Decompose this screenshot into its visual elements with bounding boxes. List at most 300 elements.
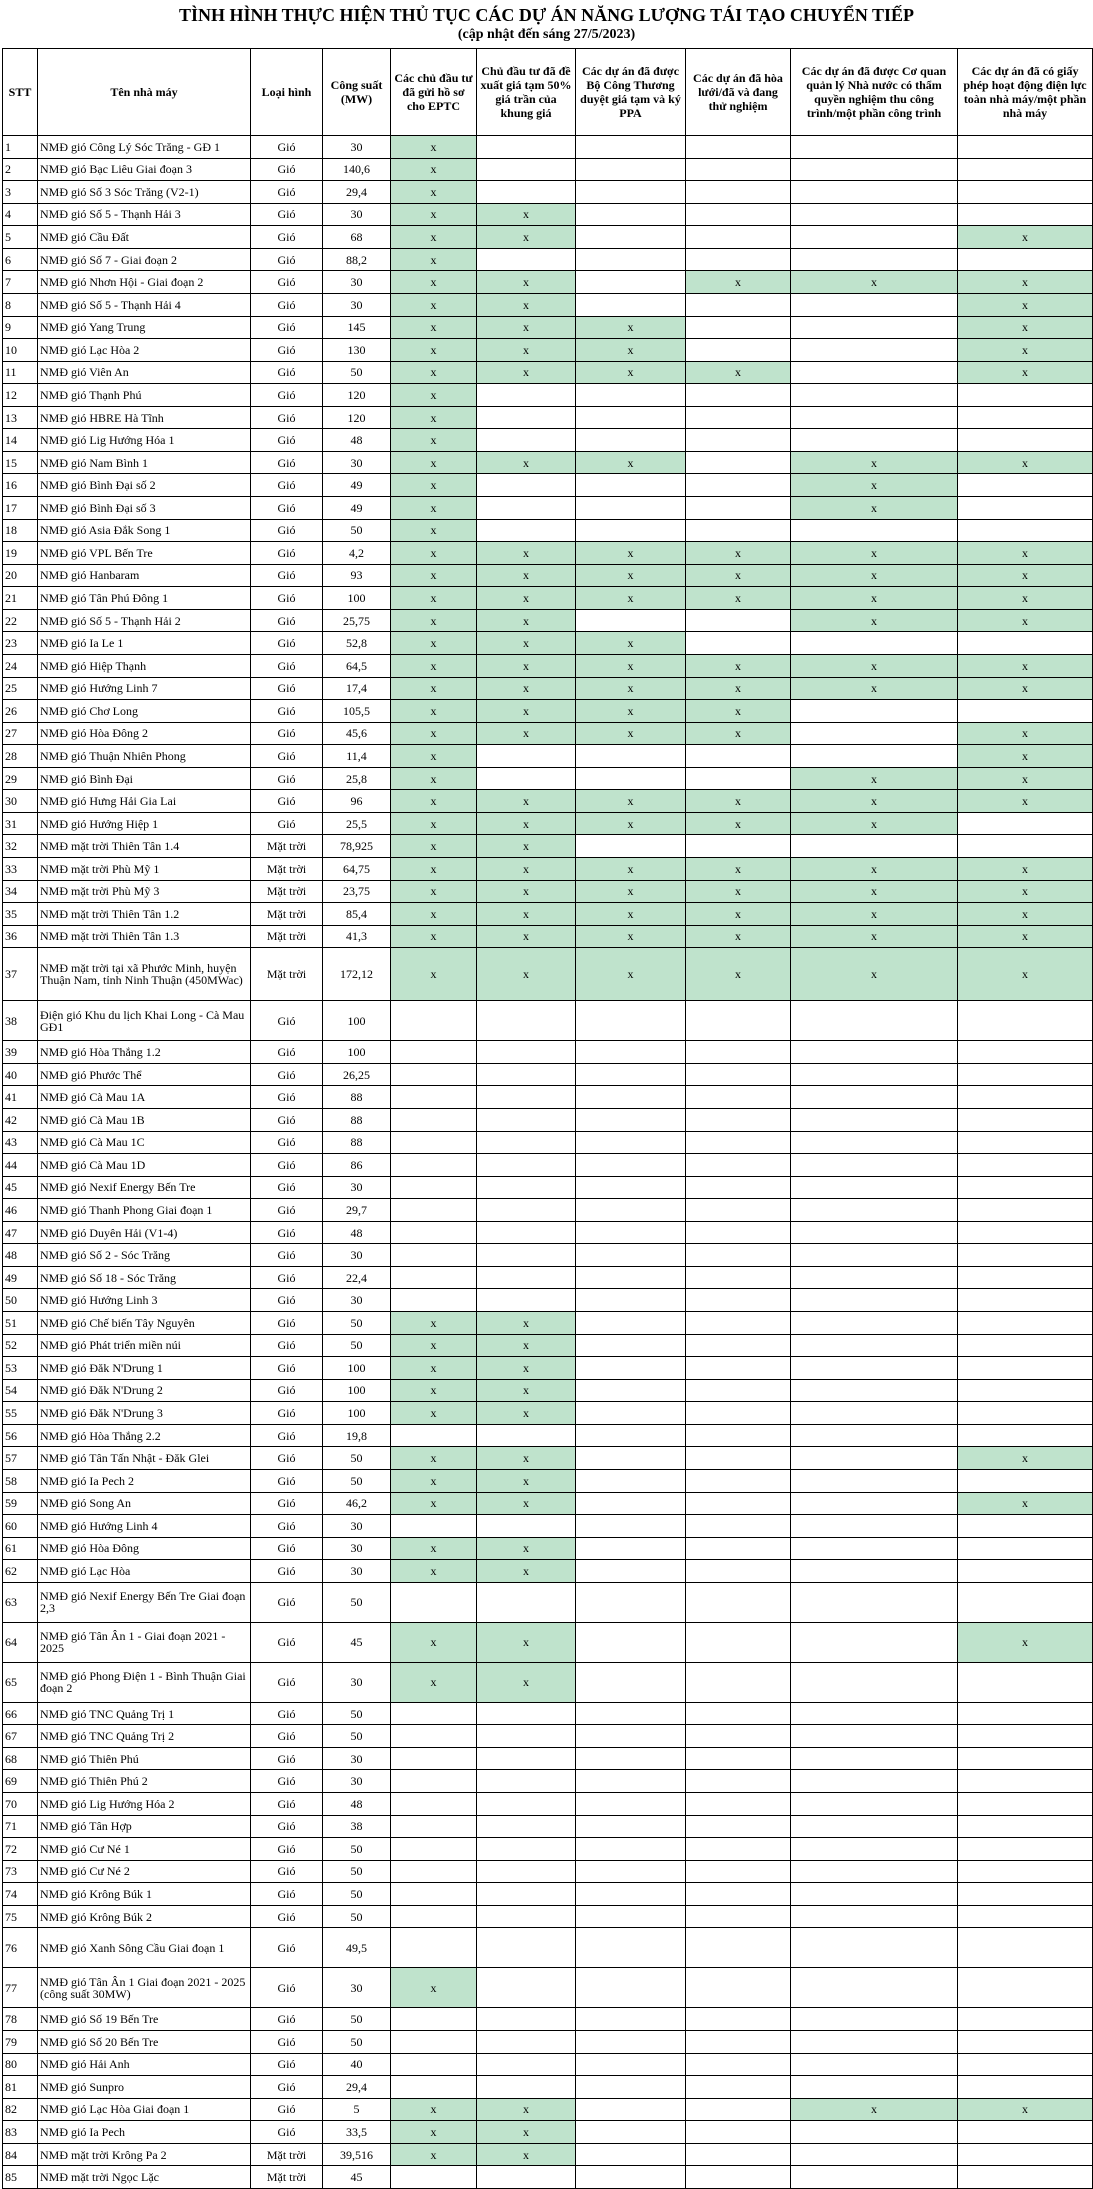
- cell-plant-name: NMĐ gió Tân Phú Đông 1: [38, 587, 251, 610]
- table-row: [3, 1928, 1093, 1968]
- cell-grid-connected: [686, 339, 791, 362]
- cell-capacity: 30: [323, 1770, 391, 1793]
- cell-plant-name: NMĐ gió Đăk N'Drung 3: [38, 1402, 251, 1425]
- cell-approved-ppa: x: [576, 564, 686, 587]
- cell-sent-dossier: x: [391, 564, 477, 587]
- cell-stt: 15: [3, 451, 38, 474]
- cell-plant-name: NMĐ gió Hiệp Thạnh: [38, 654, 251, 677]
- cell-sent-dossier: [391, 2030, 477, 2053]
- cell-stt: 48: [3, 1244, 38, 1267]
- cell-type: Gió: [251, 519, 323, 542]
- cell-type: Mặt trời: [251, 858, 323, 881]
- cell-stt: 10: [3, 339, 38, 362]
- cell-type: Gió: [251, 722, 323, 745]
- cell-stt: 14: [3, 429, 38, 452]
- cell-proposed-price: x: [477, 632, 576, 655]
- cell-plant-name: NMĐ gió Phong Điện 1 - Bình Thuận Giai đoạn 2: [38, 1662, 251, 1702]
- cell-plant-name: NMĐ gió Phát triển miền núi: [38, 1334, 251, 1357]
- cell-sent-dossier: x: [391, 384, 477, 407]
- cell-proposed-price: [477, 1860, 576, 1883]
- cell-licensed: [958, 812, 1093, 835]
- table-row: [3, 1379, 1093, 1402]
- cell-sent-dossier: x: [391, 1402, 477, 1425]
- cell-capacity: 100: [323, 1402, 391, 1425]
- cell-plant-name: NMĐ gió Hưng Hải Gia Lai: [38, 790, 251, 813]
- table-row: [3, 519, 1093, 542]
- cell-stt: 75: [3, 1905, 38, 1928]
- cell-plant-name: NMĐ mặt trời Phù Mỹ 1: [38, 858, 251, 881]
- cell-approved-ppa: [576, 1492, 686, 1515]
- cell-type: Gió: [251, 1747, 323, 1770]
- cell-type: Gió: [251, 790, 323, 813]
- cell-stt: 27: [3, 722, 38, 745]
- cell-plant-name: NMĐ gió Hướng Linh 7: [38, 677, 251, 700]
- table-row: [3, 474, 1093, 497]
- cell-stt: 51: [3, 1312, 38, 1335]
- cell-proposed-price: [477, 1176, 576, 1199]
- cell-approved-ppa: [576, 1928, 686, 1968]
- cell-grid-connected: [686, 1515, 791, 1538]
- cell-accepted: [791, 1905, 958, 1928]
- cell-stt: 35: [3, 903, 38, 926]
- cell-sent-dossier: x: [391, 271, 477, 294]
- cell-capacity: 30: [323, 203, 391, 226]
- cell-licensed: [958, 474, 1093, 497]
- cell-licensed: [958, 2030, 1093, 2053]
- cell-approved-ppa: [576, 1815, 686, 1838]
- cell-grid-connected: [686, 1041, 791, 1064]
- cell-proposed-price: [477, 429, 576, 452]
- table-row: [3, 1199, 1093, 1222]
- cell-plant-name: NMĐ gió Tân Tấn Nhật - Đăk Glei: [38, 1447, 251, 1470]
- cell-accepted: [791, 203, 958, 226]
- cell-stt: 52: [3, 1334, 38, 1357]
- cell-plant-name: NMĐ mặt trời Thiên Tân 1.4: [38, 835, 251, 858]
- cell-accepted: [791, 2166, 958, 2189]
- table-row: [3, 1244, 1093, 1267]
- cell-approved-ppa: x: [576, 790, 686, 813]
- cell-grid-connected: x: [686, 722, 791, 745]
- cell-sent-dossier: [391, 1176, 477, 1199]
- cell-capacity: 50: [323, 1469, 391, 1492]
- cell-proposed-price: [477, 1515, 576, 1538]
- table-row: [3, 1770, 1093, 1793]
- cell-capacity: 100: [323, 1379, 391, 1402]
- cell-grid-connected: [686, 474, 791, 497]
- table-row: [3, 1108, 1093, 1131]
- cell-approved-ppa: [576, 1289, 686, 1312]
- cell-plant-name: NMĐ gió Tân Ân 1 - Giai đoạn 2021 - 2025: [38, 1622, 251, 1662]
- cell-proposed-price: x: [477, 1402, 576, 1425]
- cell-type: Gió: [251, 1793, 323, 1816]
- cell-licensed: x: [958, 564, 1093, 587]
- cell-sent-dossier: x: [391, 2143, 477, 2166]
- cell-type: Gió: [251, 1622, 323, 1662]
- table-row: [3, 1357, 1093, 1380]
- cell-stt: 69: [3, 1770, 38, 1793]
- cell-accepted: [791, 1199, 958, 1222]
- cell-accepted: x: [791, 497, 958, 520]
- cell-capacity: 96: [323, 790, 391, 813]
- cell-capacity: 40: [323, 2053, 391, 2076]
- cell-stt: 60: [3, 1515, 38, 1538]
- cell-sent-dossier: [391, 1154, 477, 1177]
- cell-proposed-price: x: [477, 2121, 576, 2144]
- cell-capacity: 30: [323, 1662, 391, 1702]
- cell-accepted: [791, 1001, 958, 1041]
- cell-grid-connected: x: [686, 925, 791, 948]
- cell-licensed: x: [958, 451, 1093, 474]
- cell-capacity: 100: [323, 1001, 391, 1041]
- cell-plant-name: NMĐ gió Lig Hướng Hóa 1: [38, 429, 251, 452]
- cell-proposed-price: x: [477, 925, 576, 948]
- cell-approved-ppa: [576, 835, 686, 858]
- cell-accepted: [791, 248, 958, 271]
- cell-stt: 37: [3, 948, 38, 1001]
- cell-approved-ppa: [576, 1469, 686, 1492]
- cell-plant-name: NMĐ gió Lạc Hòa: [38, 1560, 251, 1583]
- cell-capacity: 172,12: [323, 948, 391, 1001]
- cell-grid-connected: [686, 1221, 791, 1244]
- cell-accepted: [791, 1176, 958, 1199]
- cell-proposed-price: [477, 2053, 576, 2076]
- cell-accepted: [791, 1838, 958, 1861]
- cell-approved-ppa: [576, 1108, 686, 1131]
- cell-capacity: 50: [323, 1334, 391, 1357]
- cell-sent-dossier: x: [391, 903, 477, 926]
- cell-plant-name: NMĐ gió Cà Mau 1D: [38, 1154, 251, 1177]
- cell-capacity: 30: [323, 1176, 391, 1199]
- cell-type: Mặt trời: [251, 903, 323, 926]
- cell-proposed-price: [477, 1770, 576, 1793]
- cell-licensed: [958, 1176, 1093, 1199]
- cell-sent-dossier: [391, 1001, 477, 1041]
- cell-grid-connected: [686, 136, 791, 159]
- cell-accepted: [791, 1266, 958, 1289]
- cell-stt: 42: [3, 1108, 38, 1131]
- cell-accepted: [791, 1622, 958, 1662]
- table-row: [3, 1001, 1093, 1041]
- cell-licensed: [958, 1086, 1093, 1109]
- cell-approved-ppa: [576, 1379, 686, 1402]
- cell-plant-name: NMĐ gió Thiên Phú: [38, 1747, 251, 1770]
- cell-type: Gió: [251, 609, 323, 632]
- cell-licensed: x: [958, 587, 1093, 610]
- cell-capacity: 50: [323, 1860, 391, 1883]
- cell-capacity: 50: [323, 1702, 391, 1725]
- cell-approved-ppa: [576, 1537, 686, 1560]
- table-body: [3, 136, 1093, 2189]
- cell-type: Gió: [251, 406, 323, 429]
- table-row: [3, 1041, 1093, 1064]
- cell-type: Gió: [251, 316, 323, 339]
- cell-proposed-price: x: [477, 1379, 576, 1402]
- table-row: [3, 1312, 1093, 1335]
- cell-proposed-price: [477, 1928, 576, 1968]
- cell-grid-connected: [686, 1199, 791, 1222]
- cell-plant-name: NMĐ gió Hướng Hiệp 1: [38, 812, 251, 835]
- cell-stt: 41: [3, 1086, 38, 1109]
- cell-grid-connected: [686, 1968, 791, 2008]
- cell-accepted: x: [791, 271, 958, 294]
- page-title: TÌNH HÌNH THỰC HIỆN THỦ TỤC CÁC DỰ ÁN NĂNG LƯỢNG TÁI TẠO CHUYỂN TIẾP: [178, 5, 915, 25]
- cell-type: Gió: [251, 1221, 323, 1244]
- cell-type: Gió: [251, 451, 323, 474]
- cell-grid-connected: [686, 1131, 791, 1154]
- cell-grid-connected: x: [686, 677, 791, 700]
- cell-sent-dossier: x: [391, 203, 477, 226]
- table-row: [3, 1447, 1093, 1470]
- cell-proposed-price: [477, 1968, 576, 2008]
- cell-plant-name: NMĐ gió Thuận Nhiên Phong: [38, 745, 251, 768]
- cell-accepted: [791, 1312, 958, 1335]
- cell-capacity: 140,6: [323, 158, 391, 181]
- table-row: [3, 1131, 1093, 1154]
- cell-grid-connected: [686, 2098, 791, 2121]
- cell-stt: 24: [3, 654, 38, 677]
- cell-type: Gió: [251, 1702, 323, 1725]
- cell-licensed: [958, 2143, 1093, 2166]
- cell-proposed-price: x: [477, 948, 576, 1001]
- cell-licensed: x: [958, 654, 1093, 677]
- table-row: [3, 1905, 1093, 1928]
- table-row: [3, 1582, 1093, 1622]
- cell-approved-ppa: [576, 429, 686, 452]
- cell-stt: 44: [3, 1154, 38, 1177]
- cell-grid-connected: [686, 1244, 791, 1267]
- cell-stt: 61: [3, 1537, 38, 1560]
- cell-licensed: x: [958, 722, 1093, 745]
- cell-type: Gió: [251, 1968, 323, 2008]
- table-row: [3, 2098, 1093, 2121]
- cell-capacity: 145: [323, 316, 391, 339]
- cell-sent-dossier: x: [391, 925, 477, 948]
- cell-grid-connected: [686, 1424, 791, 1447]
- cell-approved-ppa: x: [576, 339, 686, 362]
- cell-accepted: [791, 2008, 958, 2031]
- cell-type: Gió: [251, 497, 323, 520]
- table-row: [3, 542, 1093, 565]
- cell-licensed: [958, 1747, 1093, 1770]
- cell-capacity: 41,3: [323, 925, 391, 948]
- cell-approved-ppa: [576, 1447, 686, 1470]
- cell-licensed: x: [958, 677, 1093, 700]
- cell-licensed: [958, 1402, 1093, 1425]
- cell-type: Mặt trời: [251, 948, 323, 1001]
- cell-approved-ppa: [576, 1063, 686, 1086]
- cell-grid-connected: [686, 1379, 791, 1402]
- cell-capacity: 105,5: [323, 700, 391, 723]
- table-row: [3, 812, 1093, 835]
- cell-grid-connected: [686, 1860, 791, 1883]
- cell-plant-name: NMĐ gió Số 2 - Sóc Trăng: [38, 1244, 251, 1267]
- cell-accepted: [791, 1334, 958, 1357]
- cell-accepted: [791, 1968, 958, 2008]
- cell-plant-name: NMĐ gió TNC Quảng Trị 2: [38, 1725, 251, 1748]
- cell-approved-ppa: x: [576, 812, 686, 835]
- header-row: [3, 49, 1093, 136]
- cell-licensed: [958, 1244, 1093, 1267]
- cell-approved-ppa: x: [576, 677, 686, 700]
- table-row: [3, 1560, 1093, 1583]
- cell-stt: 20: [3, 564, 38, 587]
- cell-stt: 25: [3, 677, 38, 700]
- cell-grid-connected: x: [686, 903, 791, 926]
- cell-type: Gió: [251, 2030, 323, 2053]
- cell-sent-dossier: x: [391, 1447, 477, 1470]
- cell-grid-connected: [686, 248, 791, 271]
- cell-accepted: [791, 136, 958, 159]
- cell-type: Gió: [251, 745, 323, 768]
- cell-proposed-price: [477, 2008, 576, 2031]
- cell-accepted: x: [791, 677, 958, 700]
- cell-sent-dossier: [391, 1582, 477, 1622]
- cell-accepted: [791, 1086, 958, 1109]
- cell-plant-name: NMĐ gió Số 20 Bến Tre: [38, 2030, 251, 2053]
- cell-stt: 32: [3, 835, 38, 858]
- cell-capacity: 5: [323, 2098, 391, 2121]
- cell-stt: 62: [3, 1560, 38, 1583]
- cell-proposed-price: [477, 1815, 576, 1838]
- cell-sent-dossier: [391, 1221, 477, 1244]
- cell-type: Gió: [251, 2008, 323, 2031]
- col-header-name: Tên nhà máy: [38, 49, 251, 136]
- cell-type: Gió: [251, 203, 323, 226]
- table-row: [3, 2008, 1093, 2031]
- cell-capacity: 48: [323, 1793, 391, 1816]
- cell-sent-dossier: x: [391, 790, 477, 813]
- table-row: [3, 203, 1093, 226]
- cell-type: Gió: [251, 1815, 323, 1838]
- cell-licensed: [958, 2166, 1093, 2189]
- cell-plant-name: NMĐ gió Song An: [38, 1492, 251, 1515]
- cell-approved-ppa: [576, 1622, 686, 1662]
- cell-plant-name: NMĐ gió HBRE Hà Tĩnh: [38, 406, 251, 429]
- cell-capacity: 49: [323, 497, 391, 520]
- cell-grid-connected: [686, 1815, 791, 1838]
- cell-licensed: [958, 1154, 1093, 1177]
- cell-licensed: x: [958, 790, 1093, 813]
- cell-plant-name: NMĐ gió Bình Đại số 2: [38, 474, 251, 497]
- cell-capacity: 46,2: [323, 1492, 391, 1515]
- cell-proposed-price: [477, 136, 576, 159]
- cell-grid-connected: x: [686, 858, 791, 881]
- cell-proposed-price: [477, 181, 576, 204]
- table-row: [3, 1702, 1093, 1725]
- cell-accepted: [791, 1447, 958, 1470]
- cell-sent-dossier: [391, 1086, 477, 1109]
- cell-accepted: [791, 1515, 958, 1538]
- table-row: [3, 1968, 1093, 2008]
- cell-stt: 67: [3, 1725, 38, 1748]
- cell-stt: 81: [3, 2076, 38, 2099]
- cell-type: Gió: [251, 1515, 323, 1538]
- cell-accepted: [791, 1747, 958, 1770]
- cell-proposed-price: [477, 1747, 576, 1770]
- cell-accepted: x: [791, 451, 958, 474]
- table-row: [3, 181, 1093, 204]
- cell-type: Gió: [251, 1312, 323, 1335]
- cell-sent-dossier: x: [391, 339, 477, 362]
- cell-type: Gió: [251, 587, 323, 610]
- cell-sent-dossier: x: [391, 542, 477, 565]
- cell-approved-ppa: [576, 1001, 686, 1041]
- cell-type: Gió: [251, 339, 323, 362]
- cell-type: Gió: [251, 1838, 323, 1861]
- cell-grid-connected: [686, 1266, 791, 1289]
- cell-sent-dossier: [391, 1131, 477, 1154]
- cell-plant-name: NMĐ gió Thạnh Phú: [38, 384, 251, 407]
- cell-accepted: [791, 1725, 958, 1748]
- cell-plant-name: NMĐ gió Sunpro: [38, 2076, 251, 2099]
- cell-licensed: [958, 1537, 1093, 1560]
- cell-type: Gió: [251, 158, 323, 181]
- cell-sent-dossier: x: [391, 406, 477, 429]
- cell-licensed: [958, 2053, 1093, 2076]
- cell-accepted: [791, 226, 958, 249]
- cell-accepted: [791, 1793, 958, 1816]
- cell-capacity: 26,25: [323, 1063, 391, 1086]
- cell-proposed-price: x: [477, 835, 576, 858]
- cell-approved-ppa: [576, 1883, 686, 1906]
- cell-capacity: 100: [323, 587, 391, 610]
- cell-type: Mặt trời: [251, 880, 323, 903]
- cell-licensed: x: [958, 542, 1093, 565]
- cell-approved-ppa: [576, 1770, 686, 1793]
- cell-proposed-price: x: [477, 700, 576, 723]
- cell-approved-ppa: [576, 2030, 686, 2053]
- cell-grid-connected: [686, 2030, 791, 2053]
- cell-accepted: [791, 632, 958, 655]
- cell-sent-dossier: [391, 2076, 477, 2099]
- cell-accepted: x: [791, 2098, 958, 2121]
- cell-sent-dossier: [391, 1747, 477, 1770]
- cell-sent-dossier: x: [391, 136, 477, 159]
- cell-plant-name: NMĐ gió Lig Hướng Hóa 2: [38, 1793, 251, 1816]
- cell-stt: 71: [3, 1815, 38, 1838]
- cell-approved-ppa: [576, 1702, 686, 1725]
- cell-proposed-price: x: [477, 1560, 576, 1583]
- cell-type: Gió: [251, 1001, 323, 1041]
- cell-stt: 33: [3, 858, 38, 881]
- cell-capacity: 30: [323, 1560, 391, 1583]
- cell-proposed-price: [477, 519, 576, 542]
- cell-plant-name: NMĐ gió Hướng Linh 4: [38, 1515, 251, 1538]
- cell-accepted: x: [791, 609, 958, 632]
- cell-plant-name: NMĐ gió Hòa Thắng 2.2: [38, 1424, 251, 1447]
- cell-proposed-price: x: [477, 1492, 576, 1515]
- cell-type: Gió: [251, 1108, 323, 1131]
- cell-stt: 38: [3, 1001, 38, 1041]
- table-row: [3, 1883, 1093, 1906]
- cell-licensed: x: [958, 925, 1093, 948]
- cell-accepted: x: [791, 542, 958, 565]
- cell-grid-connected: [686, 203, 791, 226]
- cell-stt: 54: [3, 1379, 38, 1402]
- cell-plant-name: NMĐ gió Nexif Energy Bến Tre Giai đoạn 2,3: [38, 1582, 251, 1622]
- cell-type: Mặt trời: [251, 925, 323, 948]
- cell-grid-connected: [686, 1001, 791, 1041]
- cell-stt: 29: [3, 767, 38, 790]
- cell-licensed: [958, 1469, 1093, 1492]
- cell-accepted: [791, 406, 958, 429]
- cell-capacity: 29,4: [323, 2076, 391, 2099]
- cell-approved-ppa: [576, 474, 686, 497]
- cell-type: Gió: [251, 1154, 323, 1177]
- cell-grid-connected: [686, 1662, 791, 1702]
- cell-grid-connected: [686, 429, 791, 452]
- cell-proposed-price: [477, 767, 576, 790]
